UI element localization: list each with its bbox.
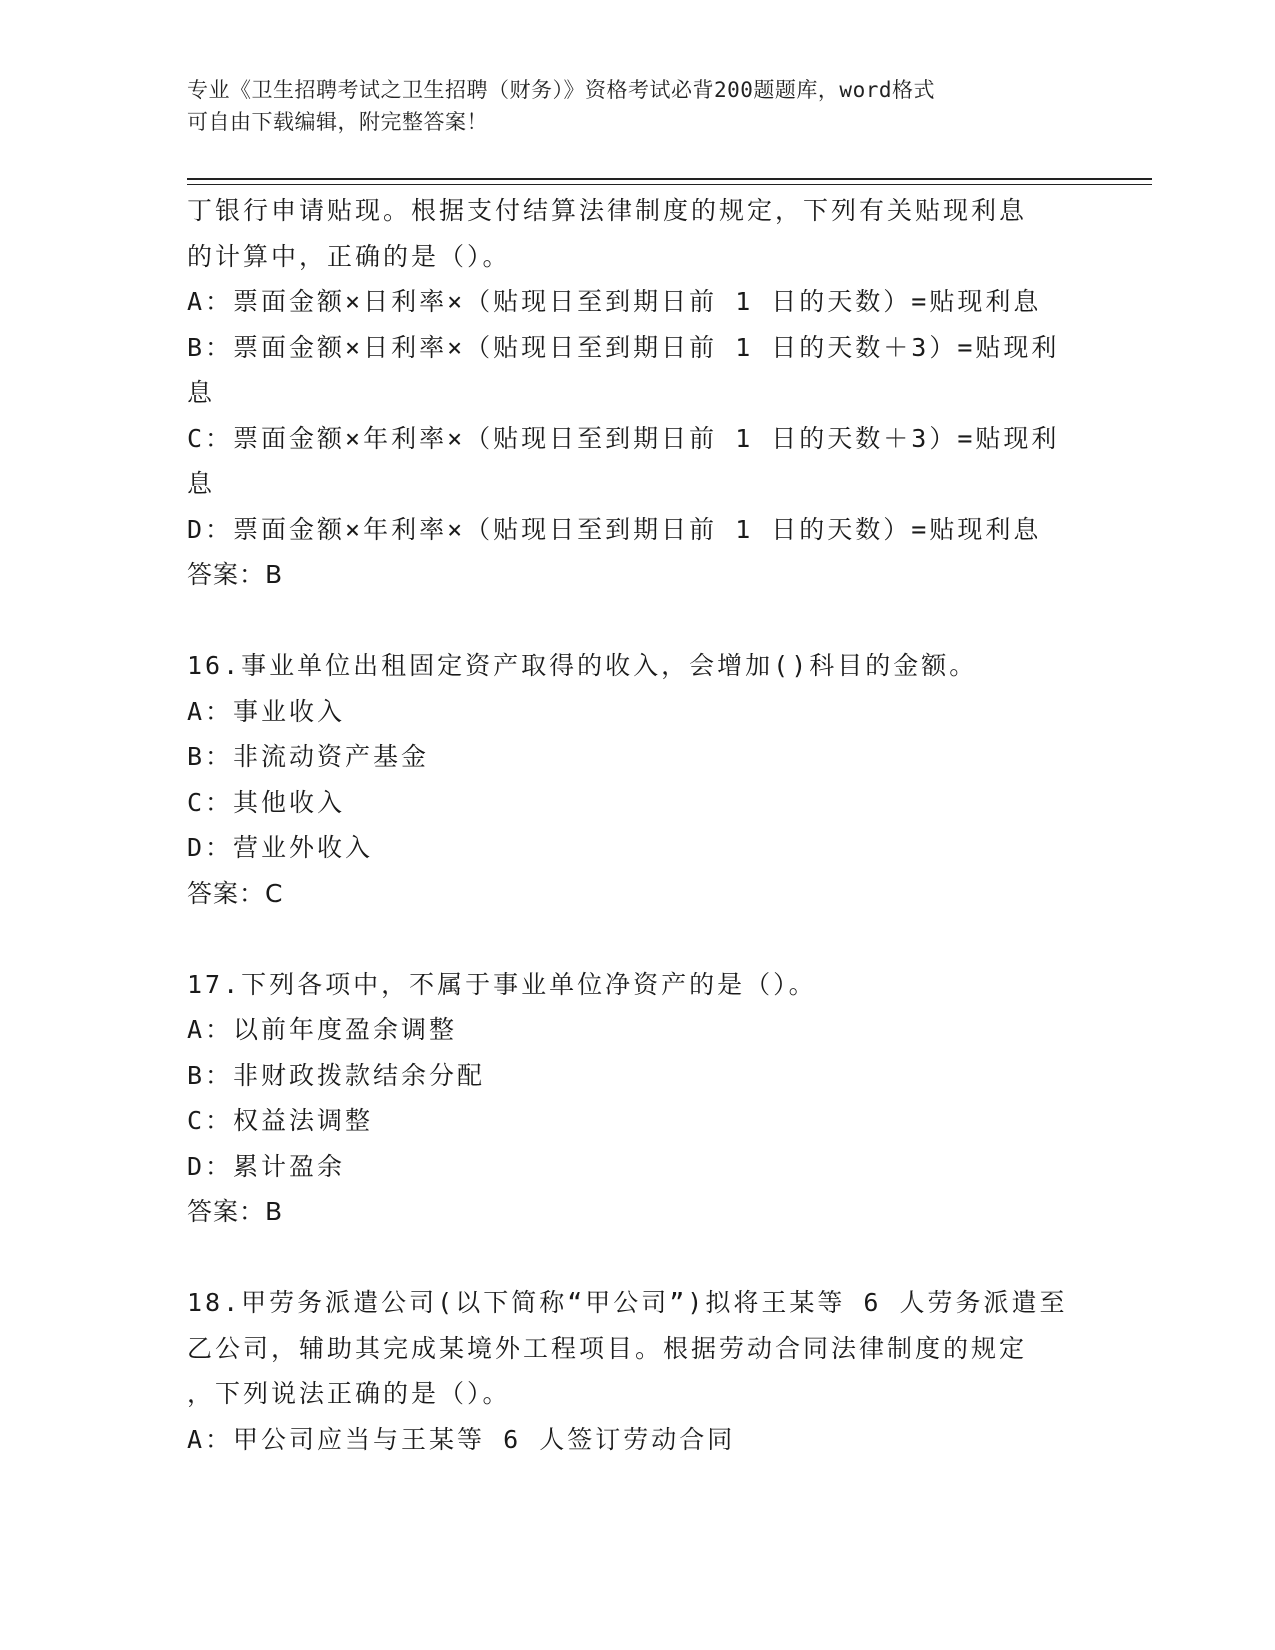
- header-line-2: 可自由下载编辑，附完整答案！: [187, 110, 488, 134]
- answer-line: 答案：B: [187, 1197, 284, 1226]
- option-d: D：累计盈余: [187, 1151, 346, 1181]
- question-stem-line: 18.甲劳务派遣公司(以下简称“甲公司”)拟将王某等 6 人劳务派遣至: [187, 1288, 1068, 1317]
- document-header: [187, 74, 1067, 138]
- question-stem: 16.事业单位出租固定资产取得的收入，会增加()科目的金额。: [187, 651, 978, 680]
- question-stem-line: 乙公司，辅助其完成某境外工程项目。根据劳动合同法律制度的规定: [187, 1333, 1028, 1363]
- document-body: [187, 188, 1087, 1462]
- question-18: [187, 1280, 1087, 1462]
- question-stem-line: 的计算中，正确的是（）。: [187, 241, 511, 271]
- option-a: A：甲公司应当与王某等 6 人签订劳动合同: [187, 1424, 736, 1454]
- question-15: [187, 188, 1087, 598]
- option-b: B：非财政拨款结余分配: [187, 1060, 486, 1090]
- option-c-continued: 息: [187, 469, 216, 498]
- option-c: C：其他收入: [187, 787, 346, 817]
- option-c: C：票面金额×年利率×（贴现日至到期日前 1 日的天数＋3）=贴现利: [187, 423, 1060, 453]
- answer-line: 答案：C: [187, 878, 284, 908]
- option-a: A：票面金额×日利率×（贴现日至到期日前 1 日的天数）=贴现利息: [187, 287, 1042, 316]
- header-divider-thick: [187, 178, 1152, 180]
- option-d: D：营业外收入: [187, 833, 374, 862]
- question-stem-line: ，下列说法正确的是（）。: [187, 1379, 511, 1408]
- question-stem-line: 丁银行申请贴现。根据支付结算法律制度的规定，下列有关贴现利息: [187, 196, 1028, 225]
- option-b-continued: 息: [187, 378, 216, 407]
- header-divider-thin: [187, 184, 1152, 185]
- question-stem: 17.下列各项中，不属于事业单位净资产的是（）。: [187, 969, 817, 999]
- option-b: B：票面金额×日利率×（贴现日至到期日前 1 日的天数＋3）=贴现利: [187, 332, 1060, 362]
- option-d: D：票面金额×年利率×（贴现日至到期日前 1 日的天数）=贴现利息: [187, 514, 1042, 544]
- spacer: [187, 1235, 1087, 1281]
- option-a: A：以前年度盈余调整: [187, 1015, 458, 1044]
- question-16: [187, 643, 1087, 916]
- spacer: [187, 598, 1087, 644]
- option-c: C：权益法调整: [187, 1106, 374, 1135]
- spacer: [187, 916, 1087, 962]
- question-17: [187, 962, 1087, 1235]
- option-a: A：事业收入: [187, 696, 346, 726]
- header-line-1: 专业《卫生招聘考试之卫生招聘（财务）》资格考试必背200题题库，word格式: [187, 78, 935, 102]
- answer-line: 答案：B: [187, 560, 284, 589]
- option-b: B：非流动资产基金: [187, 742, 430, 771]
